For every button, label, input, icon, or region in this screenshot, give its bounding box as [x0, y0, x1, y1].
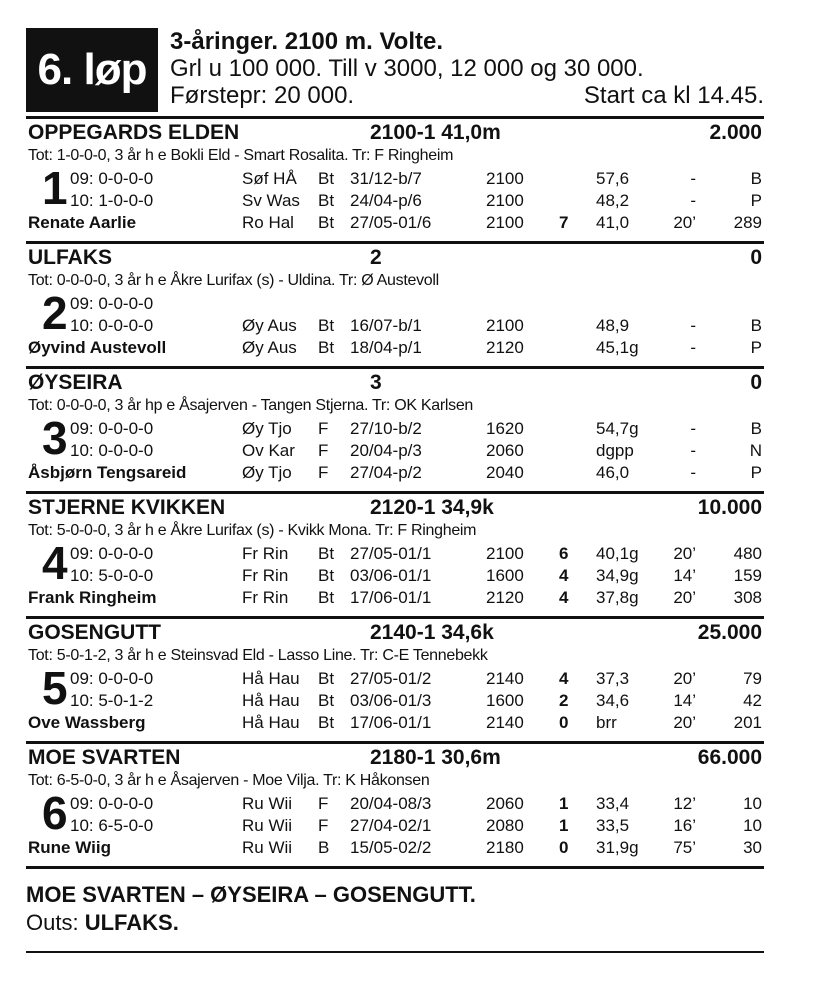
form-odds: -: [690, 441, 696, 460]
form-shoe: F: [318, 419, 329, 438]
form-date: 17/06-01/1: [350, 588, 432, 607]
start-number: 1: [42, 162, 68, 214]
form-line: [26, 544, 764, 566]
form-line: [26, 191, 764, 213]
form-date: 31/12-b/7: [350, 169, 422, 188]
form-date: 03/06-01/3: [350, 691, 432, 710]
entries-list: [26, 116, 764, 869]
outs-horse: ULFAKS.: [84, 910, 179, 935]
form-time: 34,6: [596, 691, 630, 710]
form-track: Øy Tjo: [242, 463, 292, 482]
form-line: [26, 838, 764, 860]
horse-earnings: 10.000: [697, 496, 762, 519]
horse-entry: [26, 619, 764, 741]
form-date: 16/07-b/1: [350, 316, 422, 335]
form-dist: 1600: [486, 691, 524, 710]
form-last: 79: [743, 669, 762, 688]
form-track: Fr Rin: [242, 588, 289, 607]
form-odds: 14’: [673, 566, 696, 585]
form-odds: -: [690, 191, 696, 210]
form-line: [26, 441, 764, 463]
form-time: 34,9g: [596, 566, 639, 585]
form-place: 4: [559, 669, 569, 688]
form-date: 20/04-08/3: [350, 794, 432, 813]
form-odds: 20’: [673, 213, 696, 232]
horse-name: GOSENGUTT: [28, 621, 162, 644]
horse-record: 2100-1 41,0m: [370, 121, 501, 144]
form-dist: 1600: [486, 566, 524, 585]
form-shoe: F: [318, 794, 329, 813]
form-line: [26, 588, 764, 610]
form-place: 0: [559, 838, 569, 857]
form-date: 15/05-02/2: [350, 838, 432, 857]
form-year: 09: 0-0-0-0: [70, 544, 154, 563]
horse-entry: [26, 369, 764, 491]
form-year: 10: 6-5-0-0: [70, 816, 154, 835]
start-number: 3: [42, 412, 68, 464]
horse-info: Tot: 5-0-0-0, 3 år h e Åkre Lurifax (s) - Kvikk Mona. Tr: F Ringheim: [28, 522, 477, 539]
form-shoe: Bt: [318, 713, 335, 732]
entry-divider: [26, 866, 764, 869]
driver-name: Åsbjørn Tengsareid: [28, 463, 187, 482]
driver-name: Renate Aarlie: [28, 213, 137, 232]
horse-name: ØYSEIRA: [28, 371, 123, 394]
form-last: 30: [743, 838, 762, 857]
form-year: 10: 0-0-0-0: [70, 316, 154, 335]
horse-info: Tot: 0-0-0-0, 3 år h e Åkre Lurifax (s) - Uldina. Tr: Ø Austevoll: [28, 272, 439, 289]
form-time: 37,3: [596, 669, 630, 688]
form-time: 45,1g: [596, 338, 639, 357]
form-time: 57,6: [596, 169, 630, 188]
start-number: 6: [42, 787, 68, 839]
form-odds: -: [690, 463, 696, 482]
form-date: 27/10-b/2: [350, 419, 422, 438]
form-shoe: Bt: [318, 316, 335, 335]
form-dist: 2140: [486, 713, 524, 732]
form-last: 308: [733, 588, 762, 607]
form-date: 18/04-p/1: [350, 338, 422, 357]
horse-earnings: 0: [750, 371, 762, 394]
form-track: Hå Hau: [242, 713, 300, 732]
form-date: 27/05-01/1: [350, 544, 432, 563]
horse-name: OPPEGARDS ELDEN: [28, 121, 240, 144]
form-dist: 2080: [486, 816, 524, 835]
race-header: [26, 24, 764, 116]
horse-name: ULFAKS: [28, 246, 112, 269]
horse-record: 2140-1 34,6k: [370, 621, 494, 644]
form-place: 7: [559, 213, 569, 232]
horse-entry: [26, 744, 764, 866]
form-last: B: [750, 419, 762, 438]
form-date: 17/06-01/1: [350, 713, 432, 732]
form-track: Fr Rin: [242, 544, 289, 563]
form-last: B: [750, 316, 762, 335]
form-odds: 20’: [673, 713, 696, 732]
form-track: Ro Hal: [242, 213, 294, 232]
form-line: [26, 169, 764, 191]
form-track: Ru Wii: [242, 794, 293, 813]
race-program: [26, 24, 764, 953]
race-prize-row: [170, 82, 764, 109]
form-last: 10: [743, 794, 762, 813]
form-last: 201: [733, 713, 762, 732]
form-time: brr: [596, 713, 617, 732]
form-dist: 2060: [486, 794, 524, 813]
form-shoe: Bt: [318, 588, 335, 607]
race-conditions: Grl u 100 000. Till v 3000, 12 000 og 30 000.: [170, 55, 644, 82]
form-time: 33,5: [596, 816, 630, 835]
form-place: 4: [559, 588, 569, 607]
form-year: 09: 0-0-0-0: [70, 294, 154, 313]
form-track: Øy Tjo: [242, 419, 292, 438]
race-title: 3-åringer. 2100 m. Volte.: [170, 28, 444, 55]
form-dist: 2180: [486, 838, 524, 857]
form-year: 09: 0-0-0-0: [70, 169, 154, 188]
form-year: 09: 0-0-0-0: [70, 419, 154, 438]
race-number-box: 6. løp: [26, 28, 158, 112]
form-place: 0: [559, 713, 569, 732]
form-last: 289: [733, 213, 762, 232]
form-last: N: [749, 441, 762, 460]
form-dist: 2100: [486, 191, 524, 210]
form-date: 20/04-p/3: [350, 441, 422, 460]
form-time: 37,8g: [596, 588, 639, 607]
form-year: 09: 0-0-0-0: [70, 669, 154, 688]
form-date: 24/04-p/6: [350, 191, 422, 210]
form-year: 10: 0-0-0-0: [70, 441, 154, 460]
form-last: P: [750, 463, 762, 482]
form-place: 1: [559, 794, 569, 813]
bottom-divider: [26, 951, 764, 953]
form-dist: 1620: [486, 419, 524, 438]
form-line: [26, 669, 764, 691]
horse-earnings: 2.000: [709, 121, 762, 144]
form-line: [26, 794, 764, 816]
form-dist: 2060: [486, 441, 524, 460]
driver-name: Øyvind Austevoll: [28, 338, 167, 357]
form-line: [26, 463, 764, 485]
form-odds: 14’: [673, 691, 696, 710]
form-odds: 75’: [673, 838, 696, 857]
form-last: 42: [743, 691, 762, 710]
form-time: 31,9g: [596, 838, 639, 857]
race-details: [170, 28, 764, 109]
form-shoe: B: [318, 838, 330, 857]
horse-info: Tot: 5-0-1-2, 3 år h e Steinsvad Eld - Lasso Line. Tr: C-E Tennebekk: [28, 647, 488, 664]
form-time: 33,4: [596, 794, 630, 813]
form-odds: -: [690, 316, 696, 335]
form-line: [26, 213, 764, 235]
form-shoe: F: [318, 816, 329, 835]
horse-record: 2: [370, 246, 382, 269]
form-shoe: Bt: [318, 691, 335, 710]
horse-name: MOE SVARTEN: [28, 746, 181, 769]
form-date: 27/05-01/2: [350, 669, 432, 688]
form-shoe: Bt: [318, 191, 335, 210]
form-track: Sv Was: [242, 191, 300, 210]
outs-line: [26, 909, 764, 937]
form-place: 4: [559, 566, 569, 585]
form-dist: 2100: [486, 544, 524, 563]
start-time: Start ca kl 14.45.: [583, 82, 764, 109]
form-date: 03/06-01/1: [350, 566, 432, 585]
form-dist: 2120: [486, 338, 524, 357]
form-shoe: Bt: [318, 169, 335, 188]
form-dist: 2100: [486, 169, 524, 188]
form-time: 41,0: [596, 213, 630, 232]
form-shoe: F: [318, 441, 329, 460]
outs-label: Outs:: [26, 910, 79, 935]
form-dist: 2100: [486, 316, 524, 335]
form-last: 10: [743, 816, 762, 835]
form-dist: 2100: [486, 213, 524, 232]
horse-record: 2180-1 30,6m: [370, 746, 501, 769]
form-time: 48,9: [596, 316, 630, 335]
horse-info: Tot: 6-5-0-0, 3 år h e Åsajerven - Moe Vilja. Tr: K Håkonsen: [28, 772, 430, 789]
horse-info: Tot: 1-0-0-0, 3 år h e Bokli Eld - Smart Rosalita. Tr: F Ringheim: [28, 147, 454, 164]
form-line: [26, 713, 764, 735]
form-last: 159: [733, 566, 762, 585]
form-track: Øy Aus: [242, 338, 297, 357]
form-odds: 16’: [673, 816, 696, 835]
form-line: [26, 566, 764, 588]
first-prize: Førstepr: 20 000.: [170, 82, 355, 109]
form-track: Ru Wii: [242, 816, 293, 835]
driver-name: Rune Wiig: [28, 838, 111, 857]
form-dist: 2140: [486, 669, 524, 688]
horse-entry: [26, 494, 764, 616]
form-time: 46,0: [596, 463, 630, 482]
start-number: 5: [42, 662, 68, 714]
form-shoe: Bt: [318, 669, 335, 688]
form-track: Søf HÅ: [242, 169, 297, 188]
form-place: 6: [559, 544, 569, 563]
horse-record: 3: [370, 371, 382, 394]
form-time: 48,2: [596, 191, 630, 210]
form-last: 480: [733, 544, 762, 563]
horse-name: STJERNE KVIKKEN: [28, 496, 226, 519]
horse-record: 2120-1 34,9k: [370, 496, 494, 519]
form-odds: -: [690, 169, 696, 188]
form-track: Hå Hau: [242, 691, 300, 710]
form-track: Ov Kar: [242, 441, 295, 460]
form-odds: 20’: [673, 588, 696, 607]
form-year: 10: 1-0-0-0: [70, 191, 154, 210]
form-year: 09: 0-0-0-0: [70, 794, 154, 813]
form-line: [26, 294, 764, 316]
form-time: 40,1g: [596, 544, 639, 563]
form-shoe: Bt: [318, 338, 335, 357]
horse-earnings: 25.000: [697, 621, 762, 644]
start-number: 2: [42, 287, 68, 339]
tip-line: MOE SVARTEN – ØYSEIRA – GOSENGUTT.: [26, 882, 476, 907]
driver-name: Ove Wassberg: [28, 713, 146, 732]
form-place: 2: [559, 691, 569, 710]
form-odds: -: [690, 419, 696, 438]
form-time: dgpp: [596, 441, 634, 460]
form-line: [26, 816, 764, 838]
form-line: [26, 338, 764, 360]
form-dist: 2040: [486, 463, 524, 482]
form-date: 27/04-p/2: [350, 463, 422, 482]
driver-name: Frank Ringheim: [28, 588, 157, 607]
form-track: Ru Wii: [242, 838, 293, 857]
form-track: Øy Aus: [242, 316, 297, 335]
start-number: 4: [42, 537, 68, 589]
race-summary: [26, 881, 764, 937]
form-year: 10: 5-0-1-2: [70, 691, 154, 710]
form-date: 27/04-02/1: [350, 816, 432, 835]
form-track: Fr Rin: [242, 566, 289, 585]
form-last: B: [750, 169, 762, 188]
form-shoe: F: [318, 463, 329, 482]
form-date: 27/05-01/6: [350, 213, 432, 232]
form-odds: 20’: [673, 544, 696, 563]
form-shoe: Bt: [318, 544, 335, 563]
form-odds: -: [690, 338, 696, 357]
horse-entry: [26, 119, 764, 241]
horse-entry: [26, 244, 764, 366]
form-odds: 12’: [673, 794, 696, 813]
form-time: 54,7g: [596, 419, 639, 438]
horse-info: Tot: 0-0-0-0, 3 år hp e Åsajerven - Tangen Stjerna. Tr: OK Karlsen: [28, 397, 474, 414]
horse-earnings: 66.000: [697, 746, 762, 769]
form-line: [26, 316, 764, 338]
form-odds: 20’: [673, 669, 696, 688]
form-shoe: Bt: [318, 213, 335, 232]
form-place: 1: [559, 816, 569, 835]
form-dist: 2120: [486, 588, 524, 607]
form-shoe: Bt: [318, 566, 335, 585]
form-line: [26, 691, 764, 713]
form-year: 10: 5-0-0-0: [70, 566, 154, 585]
form-last: P: [750, 338, 762, 357]
form-last: P: [750, 191, 762, 210]
horse-earnings: 0: [750, 246, 762, 269]
form-track: Hå Hau: [242, 669, 300, 688]
form-line: [26, 419, 764, 441]
